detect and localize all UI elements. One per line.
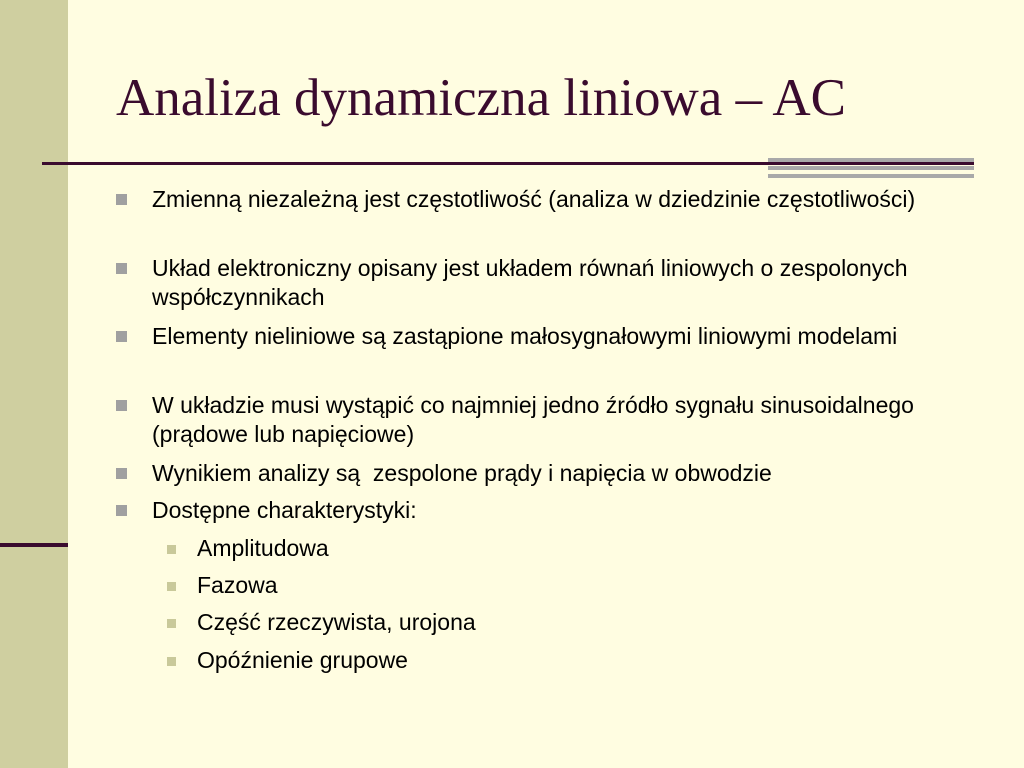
sub-bullet-text: Fazowa — [197, 572, 278, 598]
bullet-text: Układ elektroniczny opisany jest układem równań liniowych o zespolonych współczynnikach — [152, 255, 914, 310]
sub-bullet-text: Opóźnienie grupowe — [197, 647, 408, 673]
sub-bullet-item — [197, 608, 897, 637]
bullet-text: Dostępne charakterystyki: — [152, 497, 417, 523]
sub-bullet-item — [197, 571, 897, 600]
square-bullet-icon — [116, 400, 127, 411]
bullet-item — [152, 496, 952, 525]
bullet-text: Zmienną niezależną jest częstotliwość (analiza w dziedzinie częstotliwości) — [152, 186, 916, 212]
sub-bullet-item — [197, 646, 897, 675]
bullet-text: Elementy nieliniowe są zastąpione małosygnałowymi liniowymi modelami — [152, 323, 898, 349]
square-bullet-icon — [116, 468, 127, 479]
bullet-item — [152, 322, 952, 351]
square-sub-bullet-icon — [167, 582, 176, 591]
square-sub-bullet-icon — [167, 619, 176, 628]
bullet-item — [152, 459, 952, 488]
square-bullet-icon — [116, 505, 127, 516]
square-bullet-icon — [116, 331, 127, 342]
bullet-text: Wynikiem analizy są zespolone prądy i napięcia w obwodzie — [152, 460, 772, 486]
square-bullet-icon — [116, 263, 127, 274]
bullet-text: W układzie musi wystąpić co najmniej jedno źródło sygnału sinusoidalnego (prądowe lub napięciowe) — [152, 392, 921, 447]
sub-bullet-text: Amplitudowa — [197, 535, 329, 561]
sub-bullet-item — [197, 534, 897, 563]
slide-title: Analiza dynamiczna liniowa – AC — [116, 69, 847, 127]
bullet-item — [152, 391, 952, 449]
bullet-item — [152, 254, 952, 312]
square-sub-bullet-icon — [167, 657, 176, 666]
sub-bullet-text: Część rzeczywista, urojona — [197, 609, 476, 635]
square-sub-bullet-icon — [167, 545, 176, 554]
square-bullet-icon — [116, 194, 127, 205]
bullet-item — [152, 185, 952, 214]
